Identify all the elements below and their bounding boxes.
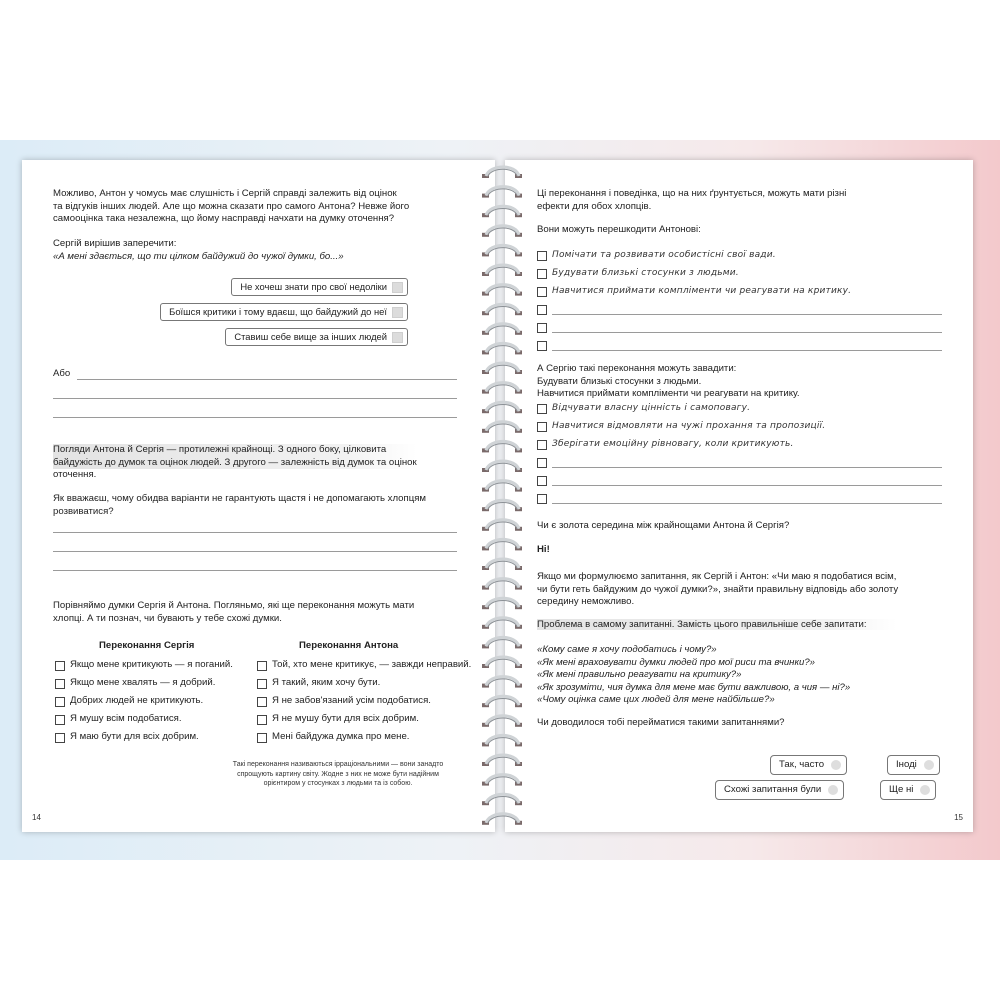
obstacle-checkbox[interactable] [537, 305, 547, 315]
belief-item: Той, хто мене критикує, — завжди неправий. [272, 659, 472, 670]
why-question: Як вважаєш, чому обидва варіанти не гарантують щастя і не допомагають хлопцям розвиватися? [53, 493, 426, 517]
obstacle-checkbox[interactable] [537, 287, 547, 297]
spiral-ring [482, 187, 522, 198]
checkbox-icon [392, 332, 403, 343]
radio-icon [924, 760, 934, 770]
spiral-ring [482, 422, 522, 433]
spiral-ring [482, 167, 522, 178]
spiral-ring [482, 716, 522, 727]
spiral-ring [482, 461, 522, 472]
belief-item: Я не мушу бути для всіх добрим. [272, 713, 419, 724]
spiral-binding [476, 158, 528, 838]
spiral-ring [482, 637, 522, 648]
belief-checkbox[interactable] [257, 715, 267, 725]
obstacle-checkbox[interactable] [537, 458, 547, 468]
answer-line[interactable] [53, 398, 457, 399]
spiral-ring [482, 814, 522, 825]
spiral-ring [482, 285, 522, 296]
answer-often-button[interactable]: Так, часто [770, 755, 847, 775]
answer-line[interactable] [53, 532, 457, 533]
answer-line[interactable] [552, 485, 942, 486]
answer-line[interactable] [53, 551, 457, 552]
obstacle-checkbox[interactable] [537, 341, 547, 351]
extremes-paragraph: Погляди Антона й Сергія — протилежні крайнощі. З одного боку, цілковита байдужість до думок та оцінок людей. З другого — залежність від думок та оцінок оточення. [53, 444, 417, 480]
spiral-ring [482, 677, 522, 688]
answer-line[interactable] [552, 314, 942, 315]
formulation-paragraph: Якщо ми формулюємо запитання, як Сергій і Антон: «Чи маю я подобатися всім, чи бути геть байдужим до чужої думки?», знайти правильну відповідь або золоту середину неможливо. [537, 571, 899, 607]
spiral-ring [482, 696, 522, 707]
obstacle-item: Помічати та розвивати особистісні свої вади. [552, 250, 776, 260]
spiral-ring [482, 383, 522, 394]
golden-mean-question: Чи є золота середина між крайнощами Антона й Сергія? [537, 520, 790, 531]
spiral-ring [482, 579, 522, 590]
obstacle-item: Навчитися приймати компліменти чи реагувати на критику. [552, 286, 852, 296]
answer-sometimes-button[interactable]: Іноді [887, 755, 940, 775]
obstacle-checkbox[interactable] [537, 404, 547, 414]
obstacle-checkbox[interactable] [537, 269, 547, 279]
option-chip-3[interactable]: Ставиш себе вище за інших людей [225, 328, 408, 346]
belief-item: Мені байдужа думка про мене. [272, 731, 410, 742]
spiral-ring [482, 755, 522, 766]
spiral-ring [482, 598, 522, 609]
belief-item: Якщо мене хвалять — я добрий. [70, 677, 216, 688]
page-number: 15 [954, 813, 963, 822]
spiral-ring [482, 775, 522, 786]
obstacle-checkbox[interactable] [537, 323, 547, 333]
sergiy-objection: Сергій вирішив заперечити: «А мені здається, що ти цілком байдужий до чужої думки, бо...» [53, 238, 344, 262]
radio-icon [831, 760, 841, 770]
spiral-ring [482, 735, 522, 746]
spiral-ring [482, 520, 522, 531]
compare-paragraph: Порівняймо думки Сергія й Антона. Погляньмо, які ще переконання можуть мати хлопці. А ти познач, чи бувають у тебе схожі думки. [53, 600, 415, 624]
answer-line[interactable] [552, 332, 942, 333]
spiral-ring [482, 265, 522, 276]
belief-checkbox[interactable] [257, 733, 267, 743]
spiral-ring [482, 226, 522, 237]
answer-line[interactable] [552, 503, 942, 504]
obstacle-checkbox[interactable] [537, 422, 547, 432]
belief-item: Я маю бути для всіх добрим. [70, 731, 199, 742]
obstacle-item: Відчувати власну цінність і самоповагу. [552, 403, 751, 413]
problem-statement: Проблема в самому запитанні. Замість цього правильніше себе запитати: [537, 619, 897, 632]
belief-checkbox[interactable] [55, 733, 65, 743]
answer-no: Ні! [537, 544, 550, 555]
spiral-ring [482, 794, 522, 805]
belief-item: Якщо мене критикують — я поганий. [70, 659, 233, 670]
answer-line[interactable] [53, 570, 457, 571]
answer-line[interactable] [552, 350, 942, 351]
belief-item: Я мушу всім подобатися. [70, 713, 182, 724]
better-question: «Як зрозуміти, чия думка для мене має бути важливою, а чия — ні?» [537, 681, 851, 693]
belief-checkbox[interactable] [55, 661, 65, 671]
belief-checkbox[interactable] [257, 697, 267, 707]
answer-line[interactable] [77, 379, 457, 380]
radio-icon [828, 785, 838, 795]
obstacle-checkbox[interactable] [537, 476, 547, 486]
obstacle-item: Навчитися відмовляти на чужі прохання та пропозиції. [552, 421, 826, 431]
better-question: «Чому оцінка саме цих людей для мене найбільше?» [537, 694, 775, 705]
intro-paragraph: Можливо, Антон у чомусь має слушність і Сергій справді залежить від оцінок та відгуків інших людей. Але що можна сказати про самого Антона? Невже його самооцінка така незалежна, що йому насправді начхати на думку оточення? [53, 188, 410, 224]
belief-checkbox[interactable] [257, 679, 267, 689]
belief-checkbox[interactable] [55, 697, 65, 707]
spiral-ring [482, 363, 522, 374]
better-question: «Як мені враховувати думки людей про мої риси та вчинки?» [537, 656, 816, 668]
spiral-ring [482, 618, 522, 629]
right-page [505, 160, 973, 832]
irrational-beliefs-note: Такі переконання називаються ірраціональними — вони занадто спрощують картину світу. Жодне з них не може бути надійним орієнтиром у стосунках з людьми та із собою. [232, 761, 444, 787]
option-chip-2[interactable]: Боїшся критики і тому вдаєш, що байдужий до неї [160, 303, 408, 321]
better-questions-list [537, 644, 850, 707]
checkbox-icon [392, 282, 403, 293]
answer-not-yet-button[interactable]: Ще ні [880, 780, 936, 800]
spiral-ring [482, 539, 522, 550]
belief-checkbox[interactable] [257, 661, 267, 671]
obstacle-checkbox[interactable] [537, 440, 547, 450]
spiral-ring [482, 245, 522, 256]
spiral-ring [482, 304, 522, 315]
sergiy-beliefs-title: Переконання Сергія [99, 640, 195, 651]
spiral-ring [482, 559, 522, 570]
obstacle-checkbox[interactable] [537, 251, 547, 261]
obstacle-item: Зберігати емоційну рівновагу, коли критикують. [552, 439, 794, 449]
answer-line[interactable] [53, 417, 457, 418]
belief-checkbox[interactable] [55, 715, 65, 725]
sergiy-obstacles-intro: А Сергію такі переконання можуть завадити: Будувати близькі стосунки з людьми. Навчитися приймати компліменти чи реагувати на критику. [537, 363, 800, 399]
concern-question: Чи доводилося тобі перейматися такими запитаннями? [537, 717, 785, 728]
better-question: «Як мені правильно реагувати на критику?» [537, 669, 742, 680]
effects-paragraph: Ці переконання і поведінка, що на них ґрунтується, можуть мати різні ефекти для обох хлопців. [537, 188, 847, 212]
belief-item: Добрих людей не критикують. [70, 695, 204, 706]
answer-line[interactable] [552, 467, 942, 468]
anton-beliefs-title: Переконання Антона [299, 640, 399, 651]
better-question: «Кому саме я хочу подобатись і чому?» [537, 644, 717, 655]
answer-similar-button[interactable]: Схожі запитання були [715, 780, 844, 800]
spiral-ring [482, 343, 522, 354]
or-label: Або [53, 368, 71, 379]
spiral-ring [482, 206, 522, 217]
spiral-ring [482, 324, 522, 335]
spiral-ring [482, 481, 522, 492]
obstacle-checkbox[interactable] [537, 494, 547, 504]
spiral-ring [482, 500, 522, 511]
page-number: 14 [32, 813, 41, 822]
option-chip-1[interactable]: Не хочеш знати про свої недоліки [231, 278, 408, 296]
radio-icon [920, 785, 930, 795]
spiral-ring [482, 657, 522, 668]
belief-item: Я такий, яким хочу бути. [272, 677, 381, 688]
spiral-ring [482, 402, 522, 413]
checkbox-icon [392, 307, 403, 318]
obstacle-item: Будувати близькі стосунки з людьми. [552, 268, 739, 278]
anton-obstacles-intro: Вони можуть перешкодити Антонові: [537, 224, 701, 235]
spiral-ring [482, 441, 522, 452]
belief-item: Я не забов'язаний усім подобатися. [272, 695, 431, 706]
belief-checkbox[interactable] [55, 679, 65, 689]
left-page [22, 160, 495, 832]
